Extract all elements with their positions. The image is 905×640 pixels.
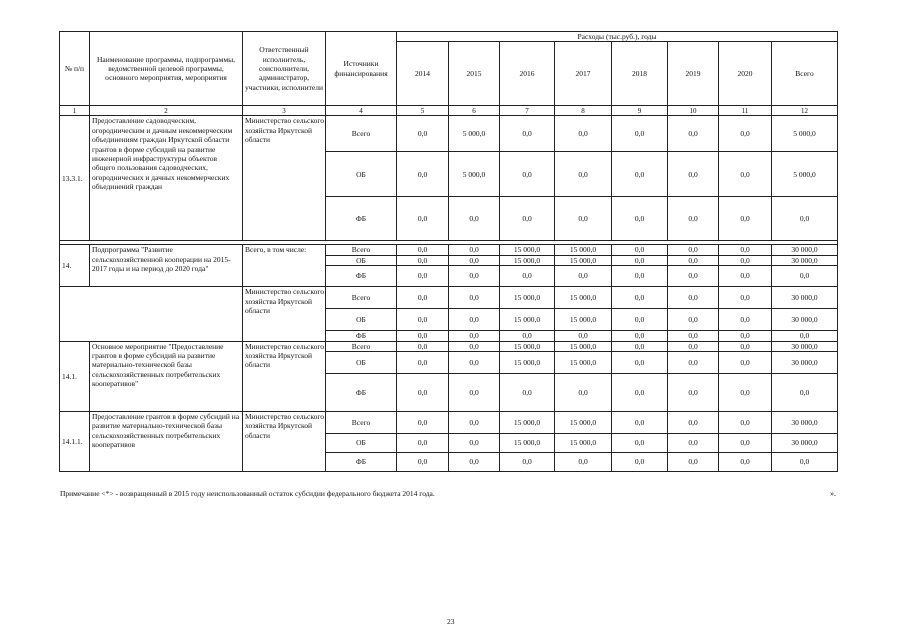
value-cell: 15 000,0 xyxy=(555,245,612,255)
value-cell: 0,0 xyxy=(500,331,555,341)
value-cell: 0,0 xyxy=(449,373,500,411)
value-cell: 0,0 xyxy=(449,266,500,287)
column-number: 11 xyxy=(719,106,772,116)
row-name: Подпрограмма "Развитие сельскохозяйственной кооперации на 2015-2017 годы и на период до 2020 года" xyxy=(90,245,243,287)
value-cell: 15 000,0 xyxy=(500,309,555,331)
value-cell: 5 000,0 xyxy=(449,116,500,152)
value-cell: 0,0 xyxy=(612,116,668,152)
value-cell: 0,0 xyxy=(449,433,500,452)
value-cell: 0,0 xyxy=(668,245,719,255)
column-number: 8 xyxy=(555,106,612,116)
year-header: 2014 xyxy=(397,42,449,106)
value-cell: 0,0 xyxy=(719,255,772,265)
table-row xyxy=(60,116,838,152)
value-cell: 0,0 xyxy=(668,331,719,341)
year-header: 2015 xyxy=(449,42,500,106)
table-row xyxy=(60,411,838,433)
value-cell: 0,0 xyxy=(612,287,668,309)
value-cell: 0,0 xyxy=(500,373,555,411)
budget-table xyxy=(59,31,838,472)
value-cell: 30 000,0 xyxy=(772,351,838,373)
value-cell: 0,0 xyxy=(612,309,668,331)
value-cell: 30 000,0 xyxy=(772,411,838,433)
value-cell: 0,0 xyxy=(612,373,668,411)
value-cell: 0,0 xyxy=(719,245,772,255)
value-cell: 0,0 xyxy=(719,152,772,197)
value-cell: 30 000,0 xyxy=(772,245,838,255)
value-cell: 15 000,0 xyxy=(555,411,612,433)
value-cell: 0,0 xyxy=(772,452,838,471)
col-header-expenses: Расходы (тыс.руб.), годы xyxy=(397,32,838,42)
value-cell: 0,0 xyxy=(612,433,668,452)
value-cell: 15 000,0 xyxy=(555,351,612,373)
value-cell: 0,0 xyxy=(612,411,668,433)
year-header: 2017 xyxy=(555,42,612,106)
value-cell: 0,0 xyxy=(397,351,449,373)
value-cell: 0,0 xyxy=(612,351,668,373)
funding-source: Всего xyxy=(326,116,397,152)
value-cell: 15 000,0 xyxy=(500,351,555,373)
closing-quote: ». xyxy=(830,489,836,498)
value-cell: 0,0 xyxy=(612,245,668,255)
col-header-executor: Ответственный исполнитель, соисполнители, администратор, участники, исполнители xyxy=(243,32,326,106)
value-cell: 0,0 xyxy=(668,287,719,309)
value-cell: 15 000,0 xyxy=(555,287,612,309)
column-number: 5 xyxy=(397,106,449,116)
col-header-source: Источники финансирования xyxy=(326,32,397,106)
value-cell: 0,0 xyxy=(555,373,612,411)
value-cell: 0,0 xyxy=(772,373,838,411)
value-cell: 15 000,0 xyxy=(555,309,612,331)
value-cell: 0,0 xyxy=(668,373,719,411)
value-cell: 15 000,0 xyxy=(500,245,555,255)
column-number: 6 xyxy=(449,106,500,116)
value-cell: 0,0 xyxy=(668,309,719,331)
funding-source: ФБ xyxy=(326,266,397,287)
value-cell: 0,0 xyxy=(397,266,449,287)
page-number: 23 xyxy=(447,617,455,626)
value-cell: 30 000,0 xyxy=(772,433,838,452)
value-cell: 0,0 xyxy=(397,287,449,309)
value-cell: 0,0 xyxy=(397,331,449,341)
column-number: 7 xyxy=(500,106,555,116)
value-cell: 0,0 xyxy=(668,411,719,433)
row-name: Предоставление грантов в форме субсидий на развитие материально-технической базы сельскохозяйственных потребительских кооперативов xyxy=(90,411,243,471)
value-cell: 0,0 xyxy=(612,452,668,471)
column-number: 3 xyxy=(243,106,326,116)
value-cell: 0,0 xyxy=(719,287,772,309)
column-number: 9 xyxy=(612,106,668,116)
value-cell: 0,0 xyxy=(772,197,838,241)
value-cell: 0,0 xyxy=(449,331,500,341)
total-header: Всего xyxy=(772,42,838,106)
value-cell: 0,0 xyxy=(449,287,500,309)
value-cell: 0,0 xyxy=(449,411,500,433)
value-cell: 0,0 xyxy=(719,331,772,341)
value-cell: 0,0 xyxy=(612,266,668,287)
value-cell: 0,0 xyxy=(612,341,668,351)
empty-cell xyxy=(60,287,243,341)
funding-source: ОБ xyxy=(326,152,397,197)
row-number: 13.3.1. xyxy=(60,116,90,241)
value-cell: 0,0 xyxy=(719,266,772,287)
year-header: 2020 xyxy=(719,42,772,106)
value-cell: 0,0 xyxy=(719,373,772,411)
value-cell: 0,0 xyxy=(449,245,500,255)
value-cell: 0,0 xyxy=(612,331,668,341)
value-cell: 0,0 xyxy=(449,255,500,265)
row-number: 14.1.1. xyxy=(60,411,90,471)
value-cell: 0,0 xyxy=(555,116,612,152)
value-cell: 0,0 xyxy=(668,116,719,152)
row-executor: Министерство сельского хозяйства Иркутской области xyxy=(243,341,326,411)
value-cell: 0,0 xyxy=(719,341,772,351)
value-cell: 0,0 xyxy=(668,266,719,287)
value-cell: 5 000,0 xyxy=(772,116,838,152)
value-cell: 0,0 xyxy=(668,341,719,351)
value-cell: 5 000,0 xyxy=(772,152,838,197)
value-cell: 15 000,0 xyxy=(500,255,555,265)
table-row xyxy=(60,287,838,309)
funding-source: Всего xyxy=(326,341,397,351)
header-row xyxy=(60,32,838,42)
value-cell: 0,0 xyxy=(668,452,719,471)
funding-source: ФБ xyxy=(326,373,397,411)
funding-source: Всего xyxy=(326,411,397,433)
row-executor: Всего, в том числе: xyxy=(243,245,326,287)
row-name: Основное мероприятие "Предоставление грантов в форме субсидий на развитие материально-технической базы сельскохозяйственных потребительских кооперативов" xyxy=(90,341,243,411)
funding-source: ФБ xyxy=(326,197,397,241)
value-cell: 0,0 xyxy=(397,373,449,411)
value-cell: 0,0 xyxy=(397,411,449,433)
funding-source: ФБ xyxy=(326,452,397,471)
col-header-num: № п/п xyxy=(60,32,90,106)
funding-source: ФБ xyxy=(326,331,397,341)
value-cell: 0,0 xyxy=(772,331,838,341)
value-cell: 0,0 xyxy=(668,152,719,197)
column-number: 12 xyxy=(772,106,838,116)
column-number-row xyxy=(60,106,838,116)
value-cell: 0,0 xyxy=(772,266,838,287)
value-cell: 15 000,0 xyxy=(500,433,555,452)
funding-source: Всего xyxy=(326,287,397,309)
value-cell: 0,0 xyxy=(397,341,449,351)
year-header: 2019 xyxy=(668,42,719,106)
value-cell: 15 000,0 xyxy=(555,341,612,351)
value-cell: 0,0 xyxy=(668,351,719,373)
column-number: 4 xyxy=(326,106,397,116)
value-cell: 0,0 xyxy=(449,197,500,241)
value-cell: 0,0 xyxy=(612,197,668,241)
year-header: 2018 xyxy=(612,42,668,106)
value-cell: 0,0 xyxy=(668,433,719,452)
funding-source: Всего xyxy=(326,245,397,255)
row-name: Предоставление садоводческим, огородническим и дачным некоммерческим объединениям граждан Иркутской области грантов в форме субсидий на развитие инженерной инфраструктуры объектов общего пользования садоводческих, огороднических и дачных некоммерческих объединений граждан xyxy=(90,116,243,241)
year-header: 2016 xyxy=(500,42,555,106)
value-cell: 0,0 xyxy=(719,433,772,452)
value-cell: 0,0 xyxy=(397,152,449,197)
value-cell: 0,0 xyxy=(500,197,555,241)
value-cell: 15 000,0 xyxy=(555,433,612,452)
value-cell: 0,0 xyxy=(500,452,555,471)
value-cell: 0,0 xyxy=(500,116,555,152)
value-cell: 0,0 xyxy=(397,116,449,152)
value-cell: 0,0 xyxy=(612,255,668,265)
value-cell: 0,0 xyxy=(719,411,772,433)
value-cell: 15 000,0 xyxy=(500,411,555,433)
value-cell: 0,0 xyxy=(449,341,500,351)
value-cell: 0,0 xyxy=(719,309,772,331)
footnote: Примечание <*> - возвращенный в 2015 году неиспользованный остаток субсидии федерального бюджета 2014 года. xyxy=(60,489,435,498)
value-cell: 0,0 xyxy=(397,197,449,241)
value-cell: 0,0 xyxy=(555,197,612,241)
value-cell: 0,0 xyxy=(719,116,772,152)
row-executor: Министерство сельского хозяйства Иркутской области xyxy=(243,287,326,341)
column-number: 2 xyxy=(90,106,243,116)
value-cell: 30 000,0 xyxy=(772,341,838,351)
value-cell: 0,0 xyxy=(449,452,500,471)
value-cell: 0,0 xyxy=(719,452,772,471)
value-cell: 0,0 xyxy=(612,152,668,197)
value-cell: 0,0 xyxy=(555,266,612,287)
row-executor: Министерство сельского хозяйства Иркутской области xyxy=(243,116,326,241)
value-cell: 0,0 xyxy=(555,331,612,341)
value-cell: 0,0 xyxy=(555,452,612,471)
column-number: 10 xyxy=(668,106,719,116)
funding-source: ОБ xyxy=(326,351,397,373)
row-number: 14. xyxy=(60,245,90,287)
row-executor: Министерство сельского хозяйства Иркутской области xyxy=(243,411,326,471)
value-cell: 0,0 xyxy=(500,266,555,287)
funding-source: ОБ xyxy=(326,255,397,265)
value-cell: 0,0 xyxy=(397,245,449,255)
value-cell: 0,0 xyxy=(449,309,500,331)
funding-source: ОБ xyxy=(326,433,397,452)
value-cell: 15 000,0 xyxy=(500,341,555,351)
value-cell: 0,0 xyxy=(668,197,719,241)
table-row xyxy=(60,341,838,351)
value-cell: 0,0 xyxy=(397,255,449,265)
value-cell: 0,0 xyxy=(668,255,719,265)
value-cell: 30 000,0 xyxy=(772,255,838,265)
value-cell: 15 000,0 xyxy=(500,287,555,309)
value-cell: 0,0 xyxy=(719,351,772,373)
col-header-name: Наименование программы, подпрограммы, ведомственной целевой программы, основного мероприятия, мероприятия xyxy=(90,32,243,106)
funding-source: ОБ xyxy=(326,309,397,331)
value-cell: 0,0 xyxy=(397,433,449,452)
value-cell: 30 000,0 xyxy=(772,309,838,331)
value-cell: 0,0 xyxy=(397,309,449,331)
column-number: 1 xyxy=(60,106,90,116)
value-cell: 0,0 xyxy=(397,452,449,471)
value-cell: 0,0 xyxy=(555,152,612,197)
value-cell: 5 000,0 xyxy=(449,152,500,197)
value-cell: 0,0 xyxy=(719,197,772,241)
row-number: 14.1. xyxy=(60,341,90,411)
value-cell: 0,0 xyxy=(500,152,555,197)
value-cell: 15 000,0 xyxy=(555,255,612,265)
table-row xyxy=(60,245,838,255)
value-cell: 30 000,0 xyxy=(772,287,838,309)
value-cell: 0,0 xyxy=(449,351,500,373)
